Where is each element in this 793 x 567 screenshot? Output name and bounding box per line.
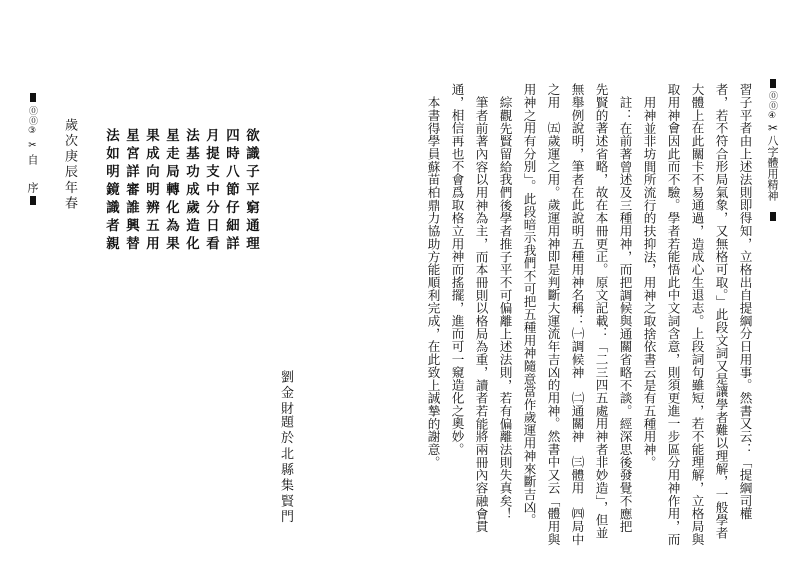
body-column-12: 筆者前著內容以用神為主，而本冊則以格局為重，讀者若能將兩冊內容融會貫 [473, 96, 489, 533]
body-column-8: 無舉例說明，筆者在此說明五種用神名稱：㈠調候神 ㈡通關神 ㈢體用 ㈣局中 [569, 83, 585, 546]
body-column-10: 用神之用有分別」。此段暗示我們不可把五種用神隨意當作歲運用神來斷吉凶。 [521, 83, 537, 527]
poem-line-3: 月提支中分日看 [203, 128, 220, 254]
body-column-4: 取用神會因此而不驗。學者若能悟此中文詞含意，則須更進一步區分用神作用，而 [665, 83, 681, 546]
signature-inscription: 題於北縣集賢門 [278, 415, 293, 526]
poem-line-4: 法基功成歲造化 [183, 128, 200, 254]
body-column-13: 通，相信再也不會爲取格立用神而搖擺，進而可一窺造化之奧妙。 [449, 83, 465, 456]
body-column-9: 之用 ㈤歲運之用。歲運用神即是判斷大運流年吉凶的用神。然書中又云「體用與 [545, 83, 561, 546]
body-column-6: 註：在前著曾述及三種用神，而把調候與通關省略不談。經深思後發覺不應把 [617, 96, 633, 533]
right-header-ornament-icon: ✂ [766, 121, 780, 135]
poem-line-6: 果成向明辨五用 [143, 128, 160, 254]
body-column-2: 者，若不符合形局氣象，又無格可取。」此段文詞又是讓學者難以理解，一般學者 [713, 83, 729, 540]
poem-line-1: 欲識子平窮通理 [243, 128, 260, 254]
signature-author: 劉金財 [278, 370, 293, 418]
poem-line-8: 法如明鏡識者親 [103, 128, 120, 254]
body-column-11: 綜觀先賢留給我們後學者推子平不可偏離上述法則，若有偏離法則失真矣！ [497, 96, 513, 521]
left-header-bar-bottom [30, 196, 36, 205]
right-page-number: ⓪⓪④ [767, 91, 777, 122]
right-header-bar-top [770, 79, 776, 88]
body-column-3: 大體上在此關卡不易通過，造成心生退志。上段詞句雖短，若不能理解，立格局與 [689, 83, 705, 546]
left-page-number: ⓪⓪③ [27, 106, 37, 137]
body-column-1: 習子平者由上述法則即得知，立格出自提綱分日用事。然書又云：「提綱司權 [737, 83, 753, 520]
poem-line-2: 四時八節仔細詳 [223, 128, 240, 254]
right-running-title: 八字體用精神 [766, 135, 779, 201]
left-header-bar-top [30, 93, 36, 102]
preface-date: 歲次庚辰年春 [62, 118, 77, 212]
left-header-ornament-icon: ✂ [27, 140, 38, 151]
body-column-5: 用神並非坊間所流行的扶抑法，用神之取捨依書云是有五種用神。 [641, 96, 657, 469]
poem-line-5: 星走局轉化為果 [163, 128, 180, 254]
poem-line-7: 星宮詳審誰興替 [123, 128, 140, 254]
body-column-7: 先賢的著述省略，故在本冊更正。原文記載：「二三四五處用神者非妙造」，但並 [593, 83, 609, 540]
body-column-14: 本書得學員蘇苗柏鼎力協助方能順利完成，在此致上誠摯的謝意。 [425, 96, 441, 469]
left-running-title: 自 序 [26, 154, 39, 196]
right-header-bar-bottom [770, 212, 776, 221]
